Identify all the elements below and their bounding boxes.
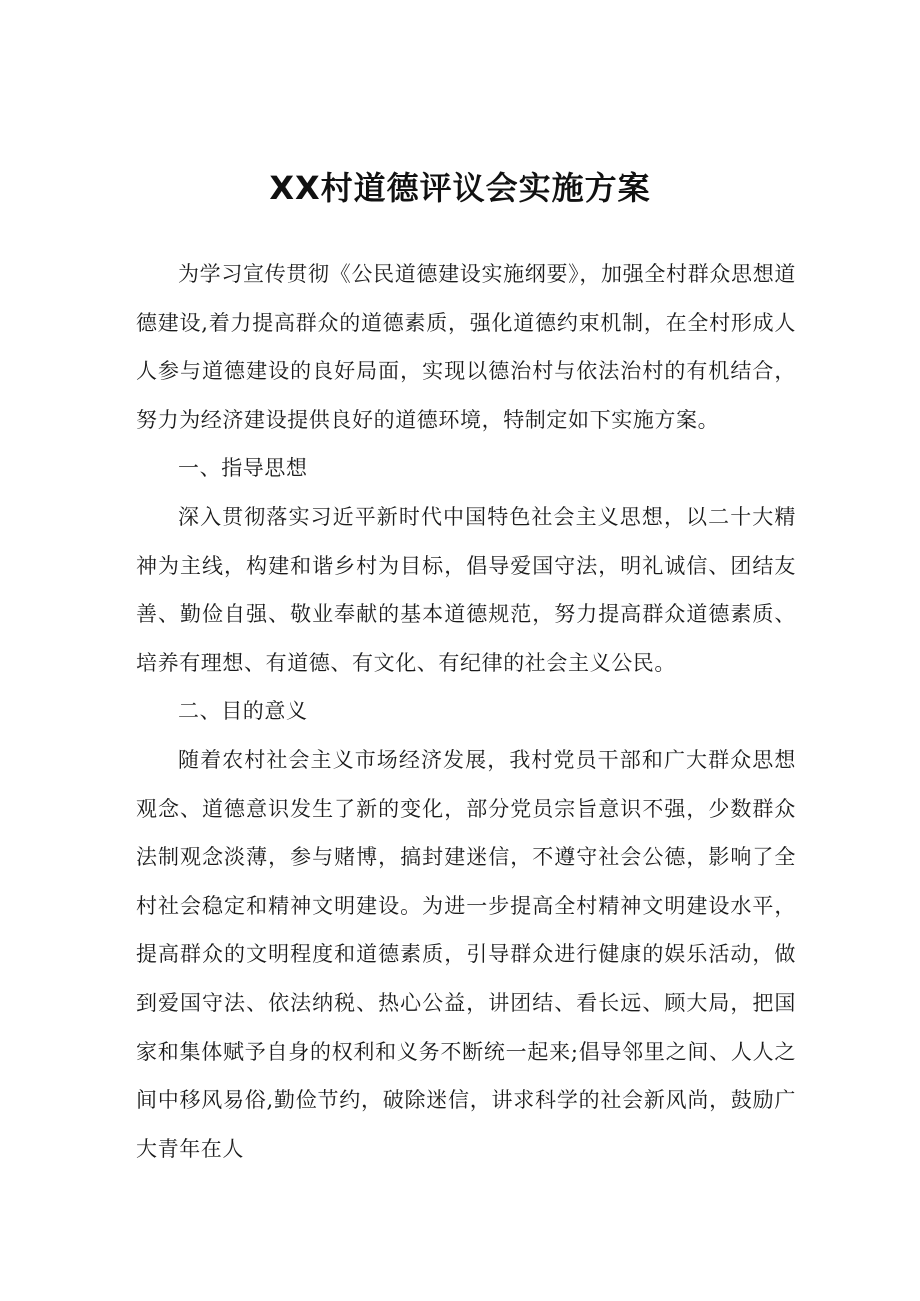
section-heading-purpose: 二、目的意义 <box>178 699 308 724</box>
document-title: XX村道德评议会实施方案 <box>269 169 651 207</box>
guiding-ideology-paragraph: 深入贯彻落实习近平新时代中国特色社会主义思想，以二十大精神为主线，构建和谐乡村为目标，倡导爱国守法，明礼诚信、团结友善、勤俭自强、敬业奉献的基本道德规范，努力提高群众道德素质、培养有理想、有道德、有文化、有纪律的社会主义公民。 <box>136 504 796 675</box>
section-heading-guiding-ideology: 一、指导思想 <box>178 456 308 481</box>
intro-paragraph: 为学习宣传贯彻《公民道德建设实施纲要》，加强全村群众思想道德建设,着力提高群众的道德素质，强化道德约束机制，在全村形成人人参与道德建设的良好局面，实现以德治村与依法治村的有机结合，努力为经济建设提供良好的道德环境，特制定如下实施方案。 <box>136 262 796 432</box>
document-body <box>136 250 796 1173</box>
purpose-paragraph: 随着农村社会主义市场经济发展，我村党员干部和广大群众思想观念、道德意识发生了新的变化，部分党员宗旨意识不强，少数群众法制观念淡薄，参与赌博，搞封建迷信，不遵守社会公德，影响了全村社会稳定和精神文明建设。为进一步提高全村精神文明建设水平，提高群众的文明程度和道德素质，引导群众进行健康的娱乐活动，做到爱国守法、依法纳税、热心公益，讲团结、看长远、顾大局，把国家和集体赋予自身的权利和义务不断统一起来;倡导邻里之间、人人之间中移风易俗,勤俭节约，破除迷信，讲求科学的社会新风尚，鼓励广大青年在人 <box>136 747 796 1161</box>
